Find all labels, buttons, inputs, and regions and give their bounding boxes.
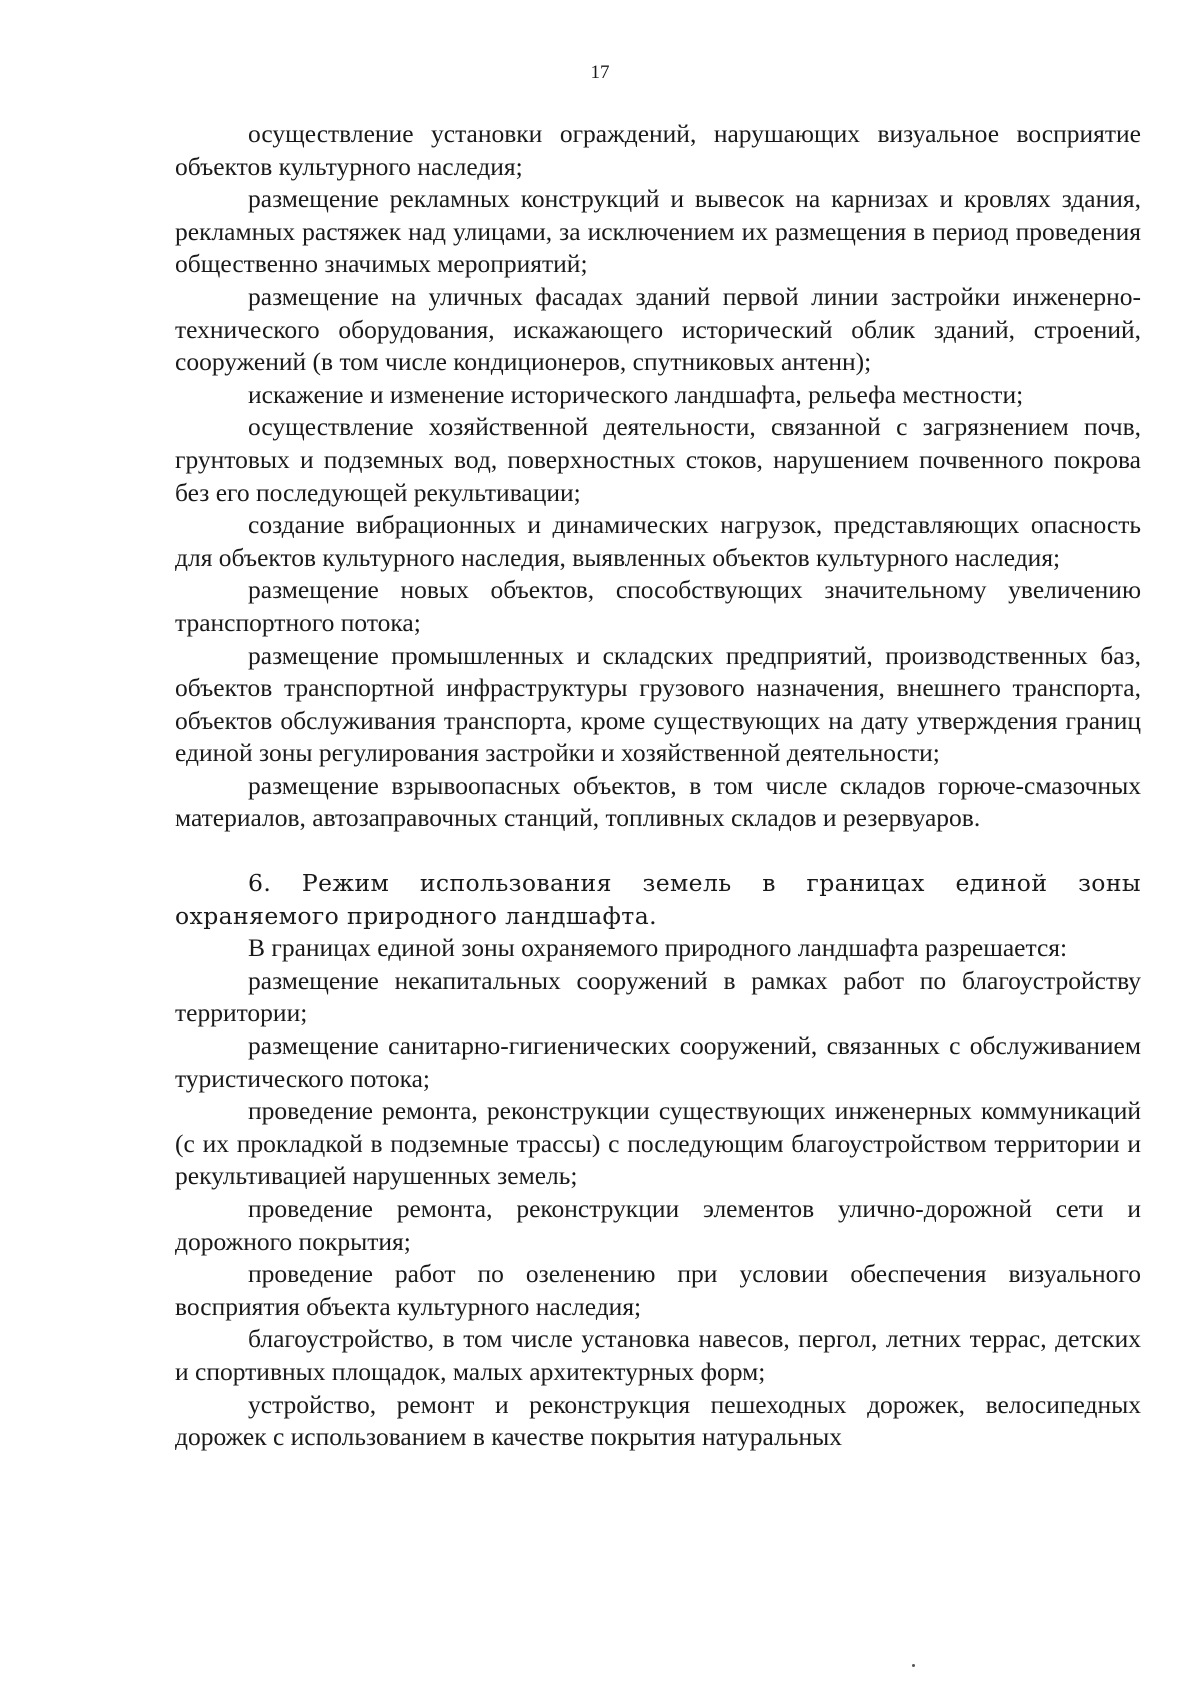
paragraph: проведение работ по озеленению при условии обеспечения визуального восприятия объекта культурного наследия;	[175, 1259, 1141, 1321]
paragraph: осуществление хозяйственной деятельности, связанной с загрязнением почв, грунтовых и подземных вод, поверхностных стоков, нарушением почвенного покрова без его последующей рекультивации;	[175, 412, 1141, 507]
paragraph: проведение ремонта, реконструкции элементов улично-дорожной сети и дорожного покрытия;	[175, 1194, 1141, 1256]
section-heading: 6. Режим использования земель в границах единой зоны охраняемого природного ландшафта.	[175, 869, 1141, 930]
paragraph: проведение ремонта, реконструкции существующих инженерных коммуникаций (с их прокладкой в подземные трассы) с последующим благоустройством территории и рекультивацией нарушенных земель;	[175, 1096, 1141, 1191]
paragraph: размещение новых объектов, способствующих значительному увеличению транспортного потока;	[175, 575, 1141, 637]
document-body	[175, 118, 1141, 1454]
paragraph: размещение санитарно-гигиенических сооружений, связанных с обслуживанием туристического потока;	[175, 1031, 1141, 1093]
paragraph: устройство, ремонт и реконструкция пешеходных дорожек, велосипедных дорожек с использованием в качестве покрытия натуральных	[175, 1389, 1141, 1452]
paragraph: искажение и изменение исторического ландшафта, рельефа местности;	[248, 379, 1024, 409]
paragraph: размещение промышленных и складских предприятий, производственных баз, объектов транспортной инфраструктуры грузового назначения, внешнего транспорта, объектов обслуживания транспорта, кроме существующих на дату утверждения границ единой зоны регулирования застройки и хозяйственной деятельности;	[175, 640, 1141, 768]
section-spacer	[175, 835, 1141, 867]
paragraph: размещение некапитальных сооружений в рамках работ по благоустройству территории;	[175, 965, 1141, 1028]
paragraph: осуществление установки ограждений, нарушающих визуальное восприятие объектов культурного наследия;	[175, 119, 1141, 181]
paragraph: размещение на уличных фасадах зданий первой линии застройки инженерно-технического оборудования, искажающего исторический облик зданий, строений, сооружений (в том числе кондиционеров, спутниковых антенн);	[175, 281, 1141, 377]
paragraph: размещение рекламных конструкций и вывесок на карнизах и кровлях здания, рекламных растяжек над улицами, за исключением их размещения в период проведения общественно значимых мероприятий;	[175, 184, 1141, 279]
section-intro: В границах единой зоны охраняемого природного ландшафта разрешается:	[248, 933, 1068, 963]
paragraph: размещение взрывоопасных объектов, в том числе складов горюче-смазочных материалов, автозаправочных станций, топливных складов и резервуаров.	[175, 770, 1141, 833]
paragraph: создание вибрационных и динамических нагрузок, представляющих опасность для объектов культурного наследия, выявленных объектов культурного наследия;	[175, 510, 1141, 572]
scan-speck	[912, 1664, 915, 1667]
page-number: 17	[590, 62, 610, 83]
paragraph: благоустройство, в том числе установка навесов, пергол, летних террас, детских и спортивных площадок, малых архитектурных форм;	[175, 1324, 1141, 1386]
